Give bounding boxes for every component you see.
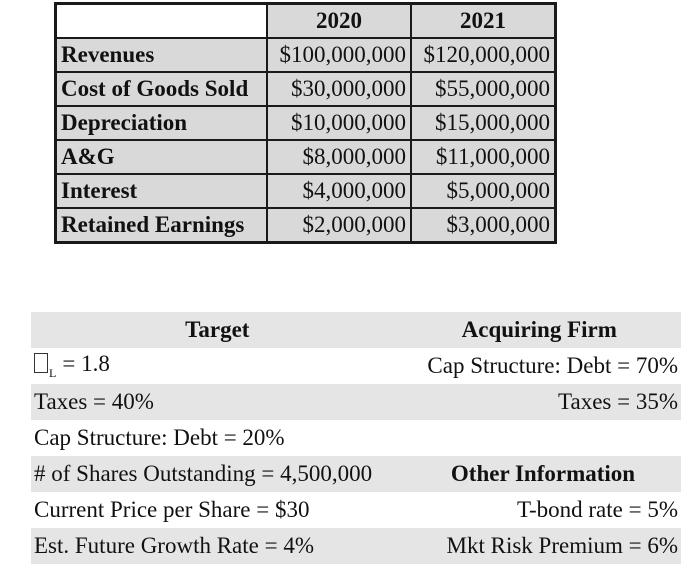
financials-table [54,2,557,244]
info-row [31,384,681,420]
year-header: 2021 [411,4,556,39]
year-header: 2020 [267,4,411,39]
target-header: Target [185,317,250,342]
value-cell: $55,000,000 [411,72,556,106]
value-cell: $15,000,000 [411,106,556,140]
header-row [56,4,556,39]
table-row [56,140,556,174]
value-cell: $100,000,000 [267,38,411,72]
risk-premium: Mkt Risk Premium = 6% [446,533,678,558]
info-table [31,312,681,564]
target-cap-structure: Cap Structure: Debt = 20% [34,425,285,450]
row-label: Depreciation [56,106,268,140]
value-cell: $11,000,000 [411,140,556,174]
info-header-row [31,312,681,348]
table-row [56,106,556,140]
value-cell: $2,000,000 [267,208,411,243]
beta-value: = 1.8 [62,351,110,376]
value-cell: $4,000,000 [267,174,411,208]
value-cell: $10,000,000 [267,106,411,140]
acquirer-cap-structure: Cap Structure: Debt = 70% [427,353,678,378]
growth-rate: Est. Future Growth Rate = 4% [34,533,314,558]
beta-subscript: L [49,366,57,380]
info-row [31,456,681,492]
table-row [56,38,556,72]
row-label: A&G [56,140,268,174]
current-price: Current Price per Share = $30 [34,497,310,522]
shares-outstanding: # of Shares Outstanding = 4,500,000 [34,461,373,486]
other-info-header: Other Information [450,461,636,486]
value-cell: $120,000,000 [411,38,556,72]
table-row [56,72,556,106]
beta-item [34,351,110,381]
beta-symbol-icon [34,353,48,373]
value-cell: $3,000,000 [411,208,556,243]
value-cell: $30,000,000 [267,72,411,106]
table-row [56,208,556,243]
value-cell: $5,000,000 [411,174,556,208]
row-label: Cost of Goods Sold [56,72,268,106]
info-row [31,528,681,564]
table-row [56,174,556,208]
info-row [31,492,681,528]
tbond-rate: T-bond rate = 5% [517,497,678,522]
info-row [31,420,681,456]
row-label: Revenues [56,38,268,72]
info-row [31,348,681,384]
row-label: Interest [56,174,268,208]
target-taxes: Taxes = 40% [34,389,154,414]
acquirer-taxes: Taxes = 35% [558,389,678,414]
corner-cell [56,4,268,39]
value-cell: $8,000,000 [267,140,411,174]
acquirer-header: Acquiring Firm [461,317,617,342]
row-label: Retained Earnings [56,208,268,243]
